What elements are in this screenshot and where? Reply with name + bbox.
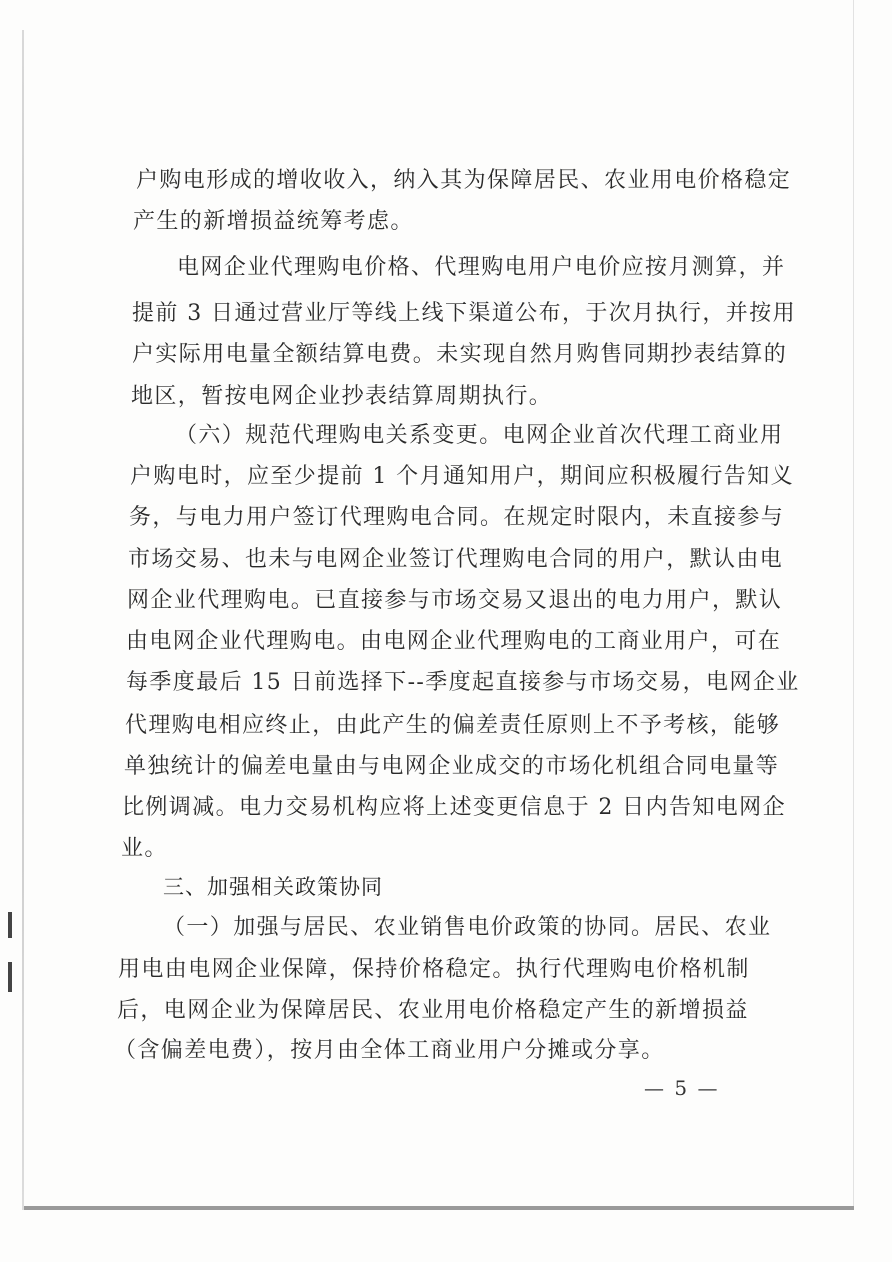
body-line: 产生的新增损益统筹考虑。	[133, 209, 414, 234]
body-line: 提前 3 日通过营业厅等线上线下渠道公布，于次月执行，并按用	[132, 301, 796, 326]
body-line: 市场交易、也未与电网企业签订代理购电合同的用户，默认由电	[128, 547, 784, 572]
page-number: — 5 —	[644, 1076, 720, 1100]
scan-right-edge	[853, 0, 854, 1210]
section-line: （一）加强与居民、农业销售电价政策的协同。居民、农业	[163, 915, 772, 940]
body-line: 户实际用电量全额结算电费。未实现自然月购售同期抄表结算的	[132, 342, 788, 367]
body-line: 单独统计的偏差电量由与电网企业成交的市场化机组合同电量等	[124, 754, 780, 779]
section-line: （含偏差电费），按月由全体工商业用户分摊或分享。	[114, 1038, 665, 1063]
body-line: 地区，暂按电网企业抄表结算周期执行。	[131, 384, 553, 409]
body-line: （六）规范代理购电关系变更。电网企业首次代理工商业用	[175, 423, 784, 448]
body-line: 网企业代理购电。已直接参与市场交易又退出的电力用户，默认	[127, 588, 783, 613]
scan-left-edge	[22, 30, 24, 1210]
section-line: 后，电网企业为保障居民、农业用电价格稳定产生的新增损益	[117, 998, 749, 1023]
section-heading: 三、加强相关政策协同	[163, 875, 383, 899]
body-line: 务，与电力用户签订代理购电合同。在规定时限内，未直接参与	[129, 505, 785, 530]
body-line: 电网企业代理购电价格、代理购电用户电价应按月测算，并	[177, 255, 786, 280]
body-line: 每季度最后 15 日前选择下--季度起直接参与市场交易，电网企业	[126, 670, 800, 695]
scan-mark	[8, 912, 12, 938]
scan-mark	[8, 962, 12, 992]
body-line: 代理购电相应终止，由此产生的偏差责任原则上不予考核，能够	[125, 713, 781, 738]
scan-bottom-edge	[24, 1206, 854, 1210]
body-line: 户购电时，应至少提前 1 个月通知用户，期间应积极履行告知义	[130, 464, 794, 489]
body-line: 户购电形成的增收收入，纳入其为保障居民、农业用电价格稳定	[136, 168, 792, 193]
body-line: 由电网企业代理购电。由电网企业代理购电的工商业用户，可在	[126, 629, 782, 654]
body-line: 比例调减。电力交易机构应将上述变更信息于 2 日内告知电网企	[122, 795, 786, 820]
body-line: 业。	[121, 836, 168, 861]
section-line: 用电由电网企业保障，保持价格稳定。执行代理购电价格机制	[118, 957, 750, 982]
